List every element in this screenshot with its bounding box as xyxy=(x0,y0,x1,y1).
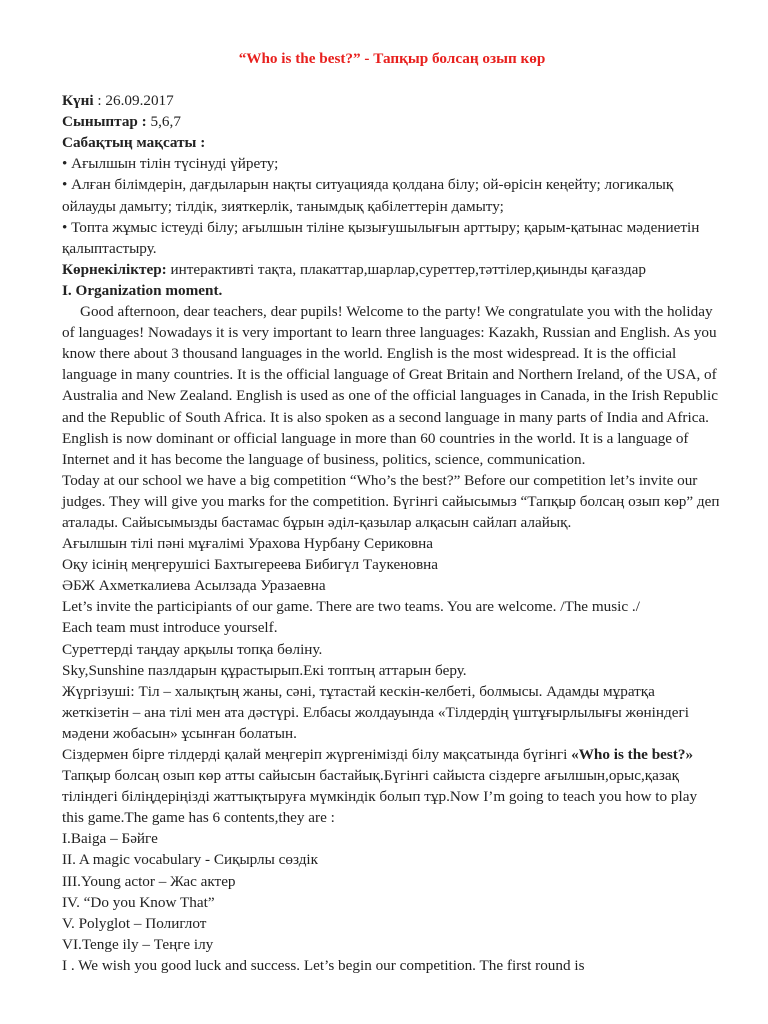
together-paragraph xyxy=(62,744,722,765)
visual-aids-label: Көрнекіліктер: xyxy=(62,260,167,278)
visual-aids-line xyxy=(62,259,722,280)
date-value: : 26.09.2017 xyxy=(93,92,174,110)
host-paragraph: жеткізетін – ана тілі мен ата дәстүрі. Елбасы жолдауында «Тілдердің үштұғырлылығы жөніндегі мәдени жобасын» ұсынған болатын. xyxy=(62,703,689,742)
content-item: III.Young actor – Жас актер xyxy=(62,872,236,890)
section-heading: I. Organization moment. xyxy=(62,281,223,299)
classes-line xyxy=(62,111,722,132)
date-label: Күні xyxy=(62,92,94,110)
visual-aids-value: интерактивті тақта, плакаттар,шарлар,суреттер,тәттілер,қиынды қағаздар xyxy=(166,260,646,278)
judge-line: ӘБЖ Ахметкалиева Асылзада Уразаевна xyxy=(62,577,326,595)
content-item: VI.Tenge ily – Теңге ілу xyxy=(62,935,214,953)
content-item: II. A magic vocabulary - Сиқырлы сөздік xyxy=(62,851,319,869)
content-item: V. Polyglot – Полиглот xyxy=(62,914,207,932)
intro-paragraph: Good afternoon, dear teachers, dear pupils! Welcome to the party! We congratulate you with the holiday of languages! Nowadays it is very important to learn three languages: Kazakh, Russian and English. As you know there about 3 thousand languages in the world. English is the most widespread. It is the official language in many countries. It is the official language of Great Britain and Northern Ireland, of the USA, of Australia and New Zealand. English is used as one of the official languages in Canada, in the Irish Republic and the Republic of South Africa. It is also spoken as a second language in many parts of India and Africa. English is now dominant or official language in more than 60 countries in the world. It is a language of Internet and it has become the language of business, politics, science, communication. xyxy=(62,303,718,468)
classes-label: Сыныптар : xyxy=(62,113,147,131)
puzzles-line: Sky,Sunshine пазлдарын құрастырып.Екі топтың аттарын беру. xyxy=(62,661,467,679)
invite-paragraph: Let’s invite the participiants of our game. There are two teams. You are welcome. /The music ./ xyxy=(62,598,640,616)
goal-item: • Топта жұмыс істеуді білу; ағылшын тіліне қызығушылығын арттыру; қарым-қатынас мәдениетін қалыптастыру. xyxy=(62,218,700,257)
introduce-line: Each team must introduce yourself. xyxy=(62,619,278,637)
start-paragraph: Тапқыр болсаң озып көр атты сайысын бастайық.Бүгінгі сайыста сіздерге ағылшын,орыс,қазақ тіліндегі біліңдеріңізді жаттықтыруға мүмкіндік болып тұр.Now I’m going to teach you how to play this game.The game has 6 contents,they are : xyxy=(62,767,698,827)
content-item: I.Baiga – Бәйге xyxy=(62,830,158,848)
goal-item: • Ағылшын тілін түсінуді үйрету; xyxy=(62,155,279,173)
goal-item: • Алған білімдерін, дағдыларын нақты ситуацияда қолдана білу; ой-өрісін кеңейту; логикалық ойлауды дамыту; тілдік, зияткерлік, танымдық қабілеттерін дамыту; xyxy=(62,176,674,215)
document-title: “Who is the best?” - Тапқыр болсаң озып көр xyxy=(238,50,546,67)
judge-line: Ағылшын тілі пәні мұғалімі Урахова Нурбану Сериковна xyxy=(62,535,434,553)
together-text: Сіздермен бірге тілдерді қалай меңгеріп жүргенімізді білу мақсатында бүгінгі xyxy=(62,746,572,763)
judge-line: Оқу ісінің меңгерушісі Бахтыгереева Бибигүл Тaукеновна xyxy=(62,556,438,574)
goal-heading: Сабақтың мақсаты : xyxy=(62,134,206,152)
competition-paragraph: Today at our school we have a big competition “Who’s the best?” Before our competition let’s invite our judges. They will give you marks for the competition. Бүгінгі сайысымыз “Тапқыр болсаң озып көр” деп аталады. Сайысымызды бастамас бұрын әділ-қазылар алқасын сайлап алайық. xyxy=(62,471,720,531)
pictures-line: Суреттерді таңдау арқылы топқа бөліну. xyxy=(62,640,323,658)
together-bold: «Who is the best?» xyxy=(571,746,694,763)
content-item: IV. “Do you Know That” xyxy=(62,893,215,911)
closing-line: I . We wish you good luck and success. Let’s begin our competition. The first round is xyxy=(62,956,585,974)
classes-value: 5,6,7 xyxy=(146,113,181,131)
host-line: Жүргізуші: Тіл – халықтың жаны, сәні, тұтастай кескін-келбеті, болмысы. Адамды мұратқа xyxy=(62,682,655,700)
date-line xyxy=(62,90,722,111)
